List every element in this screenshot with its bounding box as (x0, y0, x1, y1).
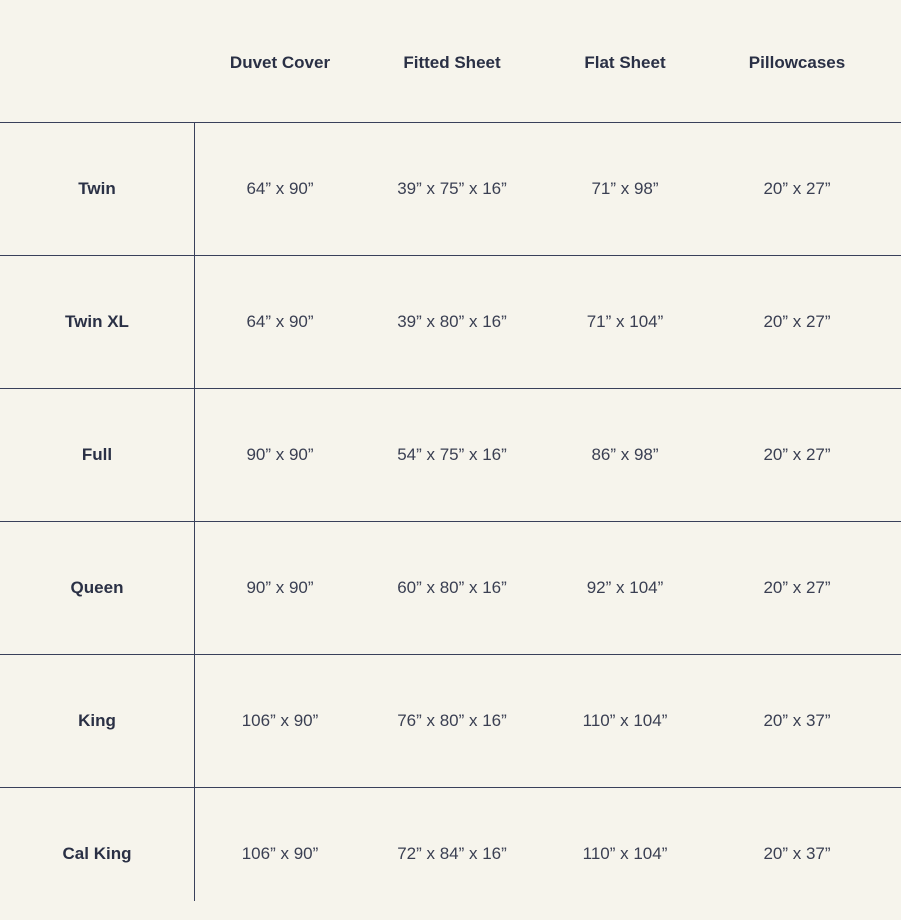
column-header-flat-sheet: Flat Sheet (584, 53, 666, 72)
column-header-fitted-sheet: Fitted Sheet (403, 53, 501, 72)
table-row (0, 787, 901, 920)
table-cell: 92” x 104” (586, 577, 664, 597)
table-cell: 60” x 80” x 16” (397, 577, 507, 597)
table-cell: 71” x 104” (586, 311, 664, 331)
table-row (0, 255, 901, 388)
table-cell: 106” x 90” (241, 843, 319, 863)
table-cell: 39” x 80” x 16” (397, 311, 507, 331)
table-cell: 110” x 104” (582, 710, 668, 730)
table-row (0, 654, 901, 787)
table-cell: 64” x 90” (246, 178, 314, 198)
table-cell: 72” x 84” x 16” (397, 843, 507, 863)
table-cell: 110” x 104” (582, 843, 668, 863)
column-header-duvet-cover: Duvet Cover (229, 53, 331, 72)
table-cell: 20” x 37” (763, 710, 831, 730)
table-row (0, 521, 901, 654)
table-cell: 64” x 90” (246, 311, 314, 331)
column-header-pillowcases: Pillowcases (748, 53, 846, 72)
row-label: Queen (70, 577, 124, 597)
row-label: King (78, 710, 116, 730)
row-label: Full (81, 444, 113, 464)
table-cell: 90” x 90” (246, 577, 314, 597)
row-label: Twin (78, 178, 116, 198)
table-cell: 20” x 37” (763, 843, 831, 863)
table-cell: 90” x 90” (246, 444, 314, 464)
table-cell: 106” x 90” (241, 710, 319, 730)
table-cell: 39” x 75” x 16” (397, 178, 507, 198)
table-cell: 54” x 75” x 16” (397, 444, 507, 464)
table-cell: 20” x 27” (763, 311, 831, 331)
table-cell: 20” x 27” (763, 178, 831, 198)
table-cell: 20” x 27” (763, 577, 831, 597)
table-header-row (0, 0, 901, 122)
table-cell: 20” x 27” (763, 444, 831, 464)
table-cell: 71” x 98” (591, 178, 659, 198)
row-label: Cal King (62, 843, 132, 863)
table-row (0, 122, 901, 255)
row-label: Twin XL (65, 311, 129, 331)
table-cell: 86” x 98” (591, 444, 659, 464)
table-row (0, 388, 901, 521)
table-cell: 76” x 80” x 16” (397, 710, 507, 730)
